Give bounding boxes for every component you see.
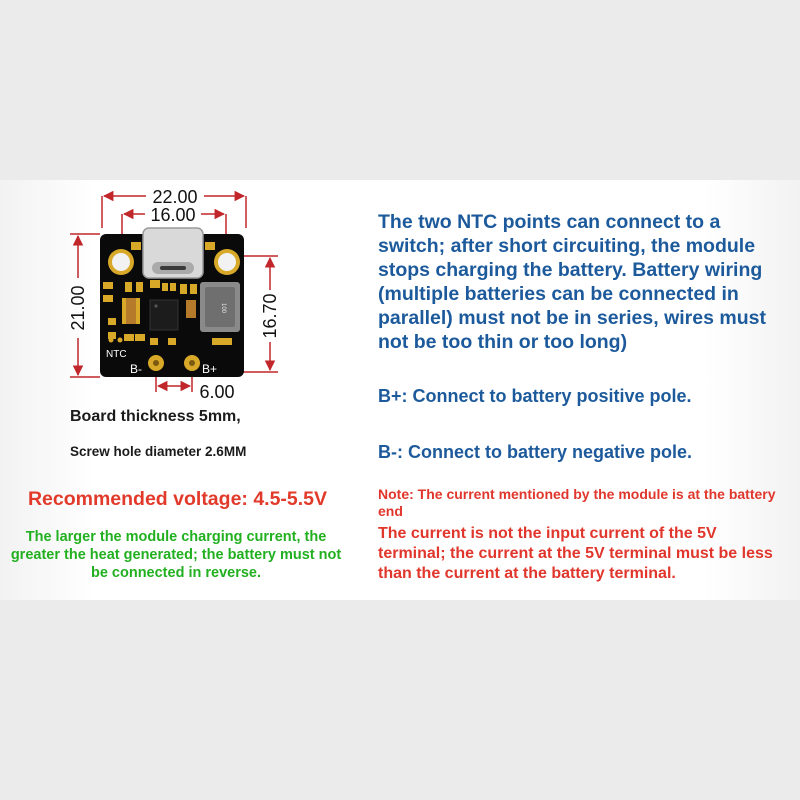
- dim-width-16: 16.00: [150, 205, 196, 225]
- dim-width-22: 22.00: [152, 187, 198, 207]
- pcb-board: [100, 228, 244, 377]
- inductor-mark: 100: [220, 302, 226, 314]
- dim-pad-spacing: 6.00: [199, 382, 235, 402]
- dim-height-21: 21.00: [68, 285, 88, 331]
- heat-warning: The larger the module charging current, the greater the heat generated; the battery must not be connected in reverse.: [10, 529, 342, 581]
- note-battery-end: Note: The current mentioned by the module is at the battery end: [378, 486, 776, 519]
- charger-ic: [150, 300, 178, 330]
- dim-height-16-7: 16.70: [260, 293, 280, 339]
- ntc-description: The two NTC points can connect to a switch; after short circuiting, the module stops charging the battery. Battery wiring (multiple batteries can be connected in parallel) must not be in series, wires must not be too thin or too long): [378, 211, 766, 353]
- b-minus-description: B-: Connect to battery negative pole.: [378, 442, 693, 462]
- recommended-voltage: Recommended voltage: 4.5-5.5V: [27, 488, 328, 510]
- screw-hole-text: Screw hole diameter 2.6MM: [70, 444, 247, 459]
- b-plus-description: B+: Connect to battery positive pole.: [378, 386, 692, 406]
- label-b-minus: B-: [130, 362, 142, 376]
- label-ntc: NTC: [106, 349, 127, 360]
- board-thickness-text: Board thickness 5mm,: [70, 408, 241, 425]
- note-current: The current is not the input current of the 5V terminal; the current at the 5V terminal must be less than the current at the battery terminal.: [378, 525, 773, 582]
- label-b-plus: B+: [202, 362, 218, 376]
